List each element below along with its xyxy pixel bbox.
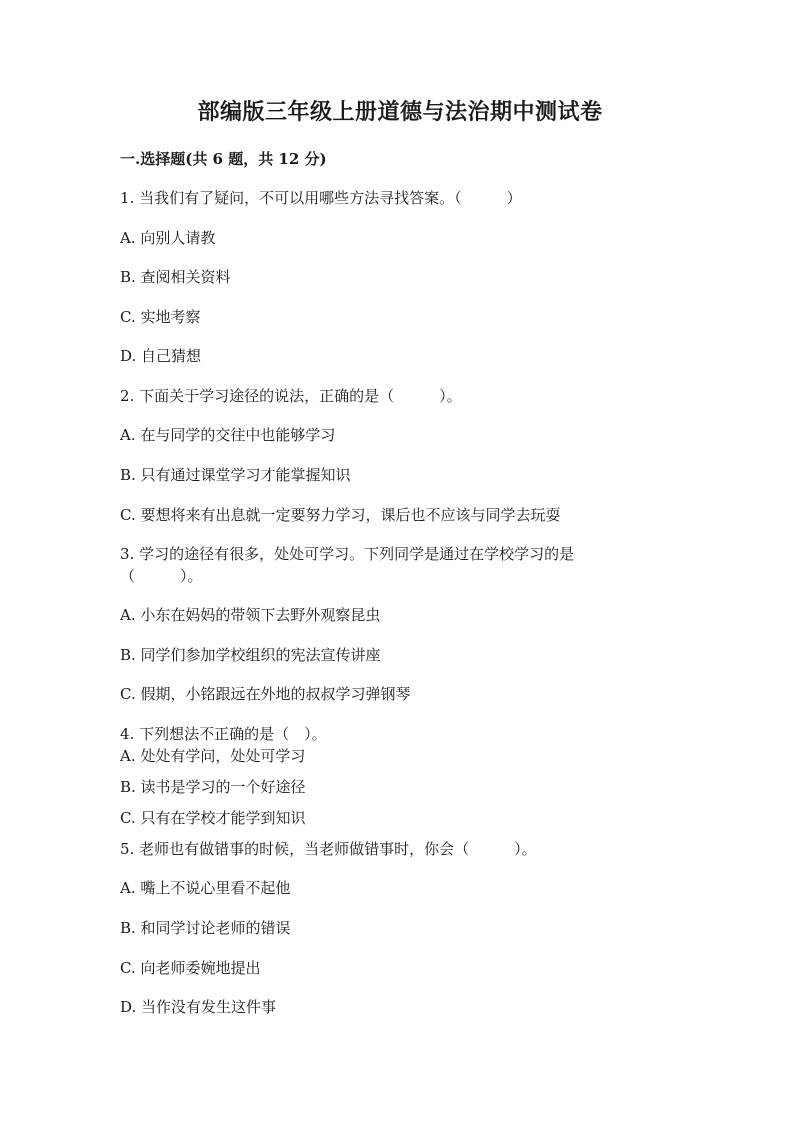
- question-4-option-c: C. 只有在学校才能学到知识: [120, 809, 306, 827]
- question-3-stem-line-2: （ ）。: [120, 567, 203, 585]
- page-title: 部编版三年级上册道德与法治期中测试卷: [197, 99, 603, 125]
- question-3-option-c: C. 假期，小铭跟远在外地的叔叔学习弹钢琴: [120, 685, 411, 703]
- question-3-option-b: B. 同学们参加学校组织的宪法宣传讲座: [120, 646, 381, 664]
- question-1-stem: 1. 当我们有了疑问，不可以用哪些方法寻找答案。（ ）: [120, 189, 522, 207]
- section-heading: 一.选择题(共 6 题，共 12 分): [120, 150, 327, 168]
- question-5-option-b: B. 和同学讨论老师的错误: [120, 919, 291, 937]
- question-1-option-c: C. 实地考察: [120, 308, 201, 326]
- question-4-option-a: A. 处处有学问，处处可学习: [120, 747, 306, 765]
- question-5-option-c: C. 向老师委婉地提出: [120, 959, 261, 977]
- question-1-option-b: B. 查阅相关资料: [120, 268, 231, 286]
- question-4-stem: 4. 下列想法不正确的是（ ）。: [120, 725, 327, 743]
- question-4-option-b: B. 读书是学习的一个好途径: [120, 778, 306, 796]
- question-2-option-a: A. 在与同学的交往中也能够学习: [120, 426, 336, 444]
- question-2-option-b: B. 只有通过课堂学习才能掌握知识: [120, 466, 351, 484]
- question-3-stem-line-1: 3. 学习的途径有很多，处处可学习。下列同学是通过在学校学习的是: [120, 545, 575, 563]
- question-2-option-c: C. 要想将来有出息就一定要努力学习，课后也不应该与同学去玩耍: [120, 506, 561, 524]
- question-5-stem: 5. 老师也有做错事的时候，当老师做错事时，你会（ ）。: [120, 840, 537, 858]
- question-5-option-d: D. 当作没有发生这件事: [120, 998, 277, 1016]
- question-1-option-d: D. 自己猜想: [120, 347, 202, 365]
- question-3-option-a: A. 小东在妈妈的带领下去野外观察昆虫: [120, 606, 381, 624]
- question-2-stem: 2. 下面关于学习途径的说法，正确的是（ ）。: [120, 387, 462, 405]
- question-1-option-a: A. 向别人请教: [120, 229, 216, 247]
- question-5-option-a: A. 嘴上不说心里看不起他: [120, 879, 291, 897]
